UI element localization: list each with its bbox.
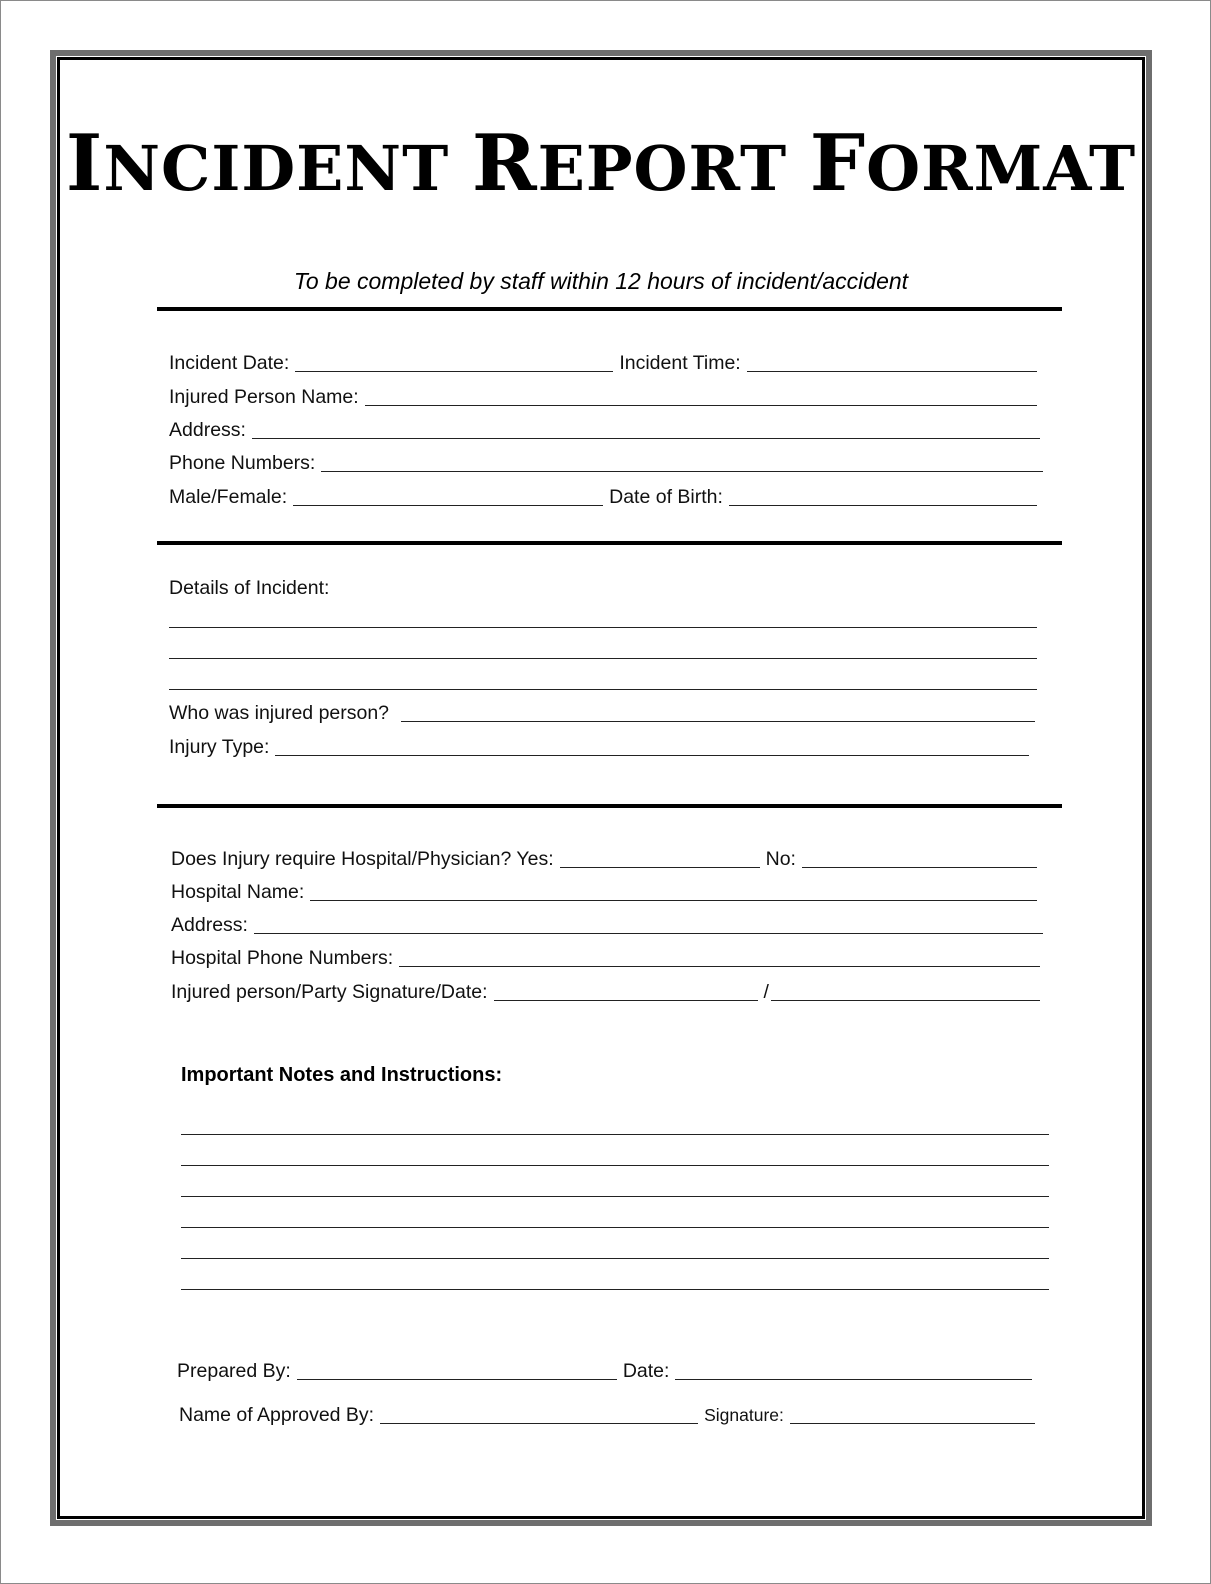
hospital-name-row [171,878,1037,904]
hospital-address-row [171,911,1043,937]
notes-line-1[interactable] [181,1134,1049,1135]
title-rest-2: EPORT [537,132,788,205]
section-divider-1 [157,307,1062,311]
details-line-2[interactable] [169,658,1037,659]
prepared-by-field[interactable] [297,1361,617,1380]
incident-date-row [169,349,1037,375]
hospital-phone-field[interactable] [399,948,1040,967]
injured-person-name-row [169,383,1037,409]
who-was-injured-row [169,699,1035,725]
injured-person-name-label: Injured Person Name: [169,386,359,408]
party-signature-field[interactable] [494,982,758,1001]
hospital-phone-row [171,944,1040,970]
title-cap-3: F [809,118,867,209]
address-field[interactable] [252,420,1040,439]
male-female-field[interactable] [293,487,603,506]
details-of-incident-label: Details of Incident: [169,577,330,599]
title-rest-3: ORMAT [866,132,1137,205]
hospital-required-no-label: No: [765,848,796,870]
hospital-address-field[interactable] [254,915,1043,934]
prepared-by-row [177,1357,1032,1383]
incident-date-label: Incident Date: [169,352,290,374]
hospital-phone-label: Hospital Phone Numbers: [171,947,394,969]
phone-numbers-label: Phone Numbers: [169,452,316,474]
injury-type-row [169,733,1029,759]
hospital-name-label: Hospital Name: [171,881,305,903]
hospital-required-yes-field[interactable] [560,849,760,868]
incident-time-label: Incident Time: [619,352,741,374]
male-female-label: Male/Female: [169,486,288,508]
title-cap-1: I [65,118,104,209]
injured-person-name-field[interactable] [365,387,1037,406]
details-line-1[interactable] [169,627,1037,628]
section-divider-3 [157,804,1062,808]
approved-by-label: Name of Approved By: [179,1404,375,1426]
notes-heading: Important Notes and Instructions: [181,1064,503,1086]
notes-line-3[interactable] [181,1196,1049,1197]
signature-date-field[interactable] [771,982,1040,1001]
date-separator: / [763,981,769,1003]
notes-line-2[interactable] [181,1165,1049,1166]
phone-numbers-row [169,449,1043,475]
hospital-required-no-field[interactable] [802,849,1037,868]
gender-dob-row [169,483,1037,509]
notes-line-5[interactable] [181,1258,1049,1259]
title-cap-2: R [471,118,538,209]
approved-by-row [179,1401,1035,1427]
who-was-injured-label: Who was injured person? [169,702,390,724]
injury-type-label: Injury Type: [169,736,270,758]
subtitle: To be completed by staff within 12 hours of incident/accident [293,268,909,294]
injury-type-field[interactable] [275,737,1029,756]
incident-time-field[interactable] [747,353,1037,372]
signature-date-label: Injured person/Party Signature/Date: [171,981,488,1003]
footer-date-field[interactable] [675,1361,1032,1380]
hospital-name-field[interactable] [310,882,1037,901]
notes-line-4[interactable] [181,1227,1049,1228]
signature-field[interactable] [790,1405,1035,1424]
hospital-address-label: Address: [171,914,248,936]
section-divider-2 [157,541,1062,545]
prepared-by-label: Prepared By: [177,1360,291,1382]
address-row [169,416,1040,442]
details-of-incident-row [169,574,1037,600]
details-line-3[interactable] [169,689,1037,690]
footer-date-label: Date: [622,1360,670,1382]
date-of-birth-field[interactable] [729,487,1037,506]
notes-line-6[interactable] [181,1289,1049,1290]
signature-date-row [171,978,1040,1004]
page-title [57,119,1145,214]
address-label: Address: [169,419,246,441]
phone-numbers-field[interactable] [321,453,1043,472]
title-rest-1: NCIDENT [103,132,450,205]
signature-label: Signature: [704,1405,784,1425]
incident-date-field[interactable] [295,353,613,372]
hospital-required-label: Does Injury require Hospital/Physician? Yes: [171,848,554,870]
date-of-birth-label: Date of Birth: [609,486,723,508]
who-was-injured-field[interactable] [401,703,1035,722]
hospital-required-row [171,845,1037,871]
approved-by-field[interactable] [380,1405,698,1424]
